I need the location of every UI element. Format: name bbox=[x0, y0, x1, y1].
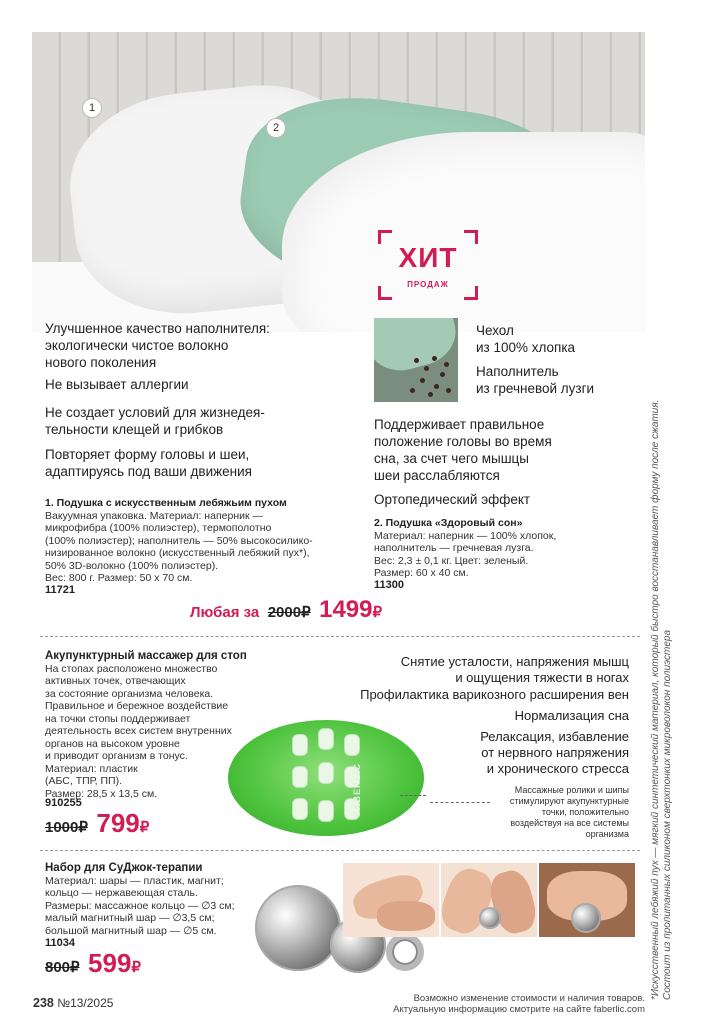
page-number-block bbox=[33, 996, 113, 1010]
benefit-line: Нормализация сна bbox=[514, 708, 629, 723]
spec-line: и приводит организм в тонус. bbox=[45, 750, 188, 762]
spec-line: Правильное и бережное воздействие bbox=[45, 700, 229, 712]
spec-line: На стопах расположено множество bbox=[45, 662, 218, 675]
benefit-sleep bbox=[515, 708, 629, 724]
sujok-code: 11034 bbox=[45, 937, 75, 949]
note-line: организма bbox=[585, 829, 629, 839]
spec-line: Размер: 60 х 40 см. bbox=[374, 567, 469, 579]
benefit-line: от нервного напряжения bbox=[481, 745, 629, 760]
massage-ring bbox=[386, 933, 424, 971]
spec-line: на точки стопы поддерживает bbox=[45, 712, 191, 725]
product2-spec bbox=[374, 517, 634, 580]
brand-logo: FABERLIC bbox=[352, 763, 362, 816]
bestseller-sub: ПРОДАЖ bbox=[407, 280, 449, 289]
spec-line: деятельность всех систем внутренних bbox=[45, 725, 232, 737]
feature-line: Чехол bbox=[476, 323, 514, 338]
old-price: 1000₽ bbox=[45, 819, 88, 836]
currency: ₽ bbox=[372, 604, 383, 621]
sujok-price bbox=[45, 948, 141, 979]
new-price: 799 bbox=[96, 808, 140, 838]
feature-line: шеи расслабляются bbox=[374, 468, 500, 483]
spec-line: за состояние организма человека. bbox=[45, 687, 214, 700]
benefit-varicose bbox=[360, 687, 629, 703]
page-number: 238 bbox=[33, 996, 54, 1010]
footer-disclaimer bbox=[393, 993, 645, 1015]
feature-shape-memory bbox=[45, 446, 252, 480]
footer-line: Актуальную информацию смотрите на сайте faberlic.com bbox=[393, 1004, 645, 1015]
issue-number: №13/2025 bbox=[57, 996, 114, 1010]
footnote-line: *Искусственный лебяжий пух — мягкий синтетический материал, который быстро восстанавливает форму после сжатия. bbox=[650, 399, 661, 1000]
benefit-relaxation bbox=[480, 729, 629, 777]
usage-photo-hands bbox=[441, 863, 537, 937]
spec-line: Вакуумная упаковка. Материал: наперник — bbox=[45, 509, 263, 522]
spec-line: малый магнитный шар — ∅3,5 см; bbox=[45, 912, 215, 924]
note-line: точки, положительно bbox=[541, 807, 629, 817]
old-price: 2000₽ bbox=[267, 604, 311, 621]
feature-line: тельности клещей и грибков bbox=[45, 422, 224, 437]
pillow-price bbox=[190, 596, 382, 624]
note-line: стимулируют акупунктурные bbox=[509, 796, 629, 806]
callout-line bbox=[400, 795, 426, 796]
feature-line: Не создает условий для жизнедея- bbox=[45, 405, 265, 420]
spec-line: кольцо — нержавеющая сталь. bbox=[45, 887, 198, 899]
bestseller-badge bbox=[378, 230, 478, 300]
feature-line: из гречневой лузги bbox=[476, 381, 595, 396]
usage-photo-foot bbox=[539, 863, 635, 937]
benefit-line: и ощущения тяжести в ногах bbox=[455, 670, 629, 685]
product-badge-2: 2 bbox=[266, 118, 286, 138]
section-divider bbox=[40, 636, 640, 637]
massager-title: Акупунктурный массажер для стоп bbox=[45, 650, 247, 662]
feature-buckwheat-filler bbox=[476, 363, 594, 397]
footnote-line: Состоит из пропитанных силиконом сверхтонких микроволокон полиэстера bbox=[662, 629, 673, 1000]
feature-line: из 100% хлопка bbox=[476, 340, 576, 355]
benefit-line: и хронического стресса bbox=[486, 761, 629, 776]
product1-title: 1. Подушка с искусственным лебяжьим пухом bbox=[45, 497, 287, 509]
feature-line: нового поколения bbox=[45, 355, 157, 370]
sujok-title: Набор для СуДжок-терапии bbox=[45, 862, 203, 874]
massager-price bbox=[45, 808, 149, 839]
large-magnetic-ball bbox=[255, 885, 341, 971]
massager-code: 910255 bbox=[45, 797, 82, 809]
benefit-line: Снятие усталости, напряжения мышц bbox=[400, 654, 629, 669]
spec-line: (100% полиэстер); наполнитель — 50% высокосилико- bbox=[45, 534, 313, 547]
sujok-spec bbox=[45, 862, 275, 937]
feature-line: Улучшенное качество наполнителя: bbox=[45, 321, 270, 336]
feature-filler-quality bbox=[45, 320, 270, 371]
spec-line: наполнитель — гречневая лузга. bbox=[374, 542, 534, 554]
bestseller-word: ХИТ bbox=[398, 242, 458, 273]
spec-line: органов на высоком уровне bbox=[45, 737, 180, 750]
spec-line: Вес: 2,3 ± 0,1 кг. Цвет: зеленый. bbox=[374, 554, 529, 567]
spec-line: низированное волокно (искусственный лебяжий пух*), bbox=[45, 547, 310, 559]
product-badge-1: 1 bbox=[82, 98, 102, 118]
currency: ₽ bbox=[131, 959, 141, 976]
note-line: Массажные ролики и шипы bbox=[514, 785, 629, 795]
feature-no-mites bbox=[45, 404, 265, 438]
buckwheat-filler-photo bbox=[374, 318, 458, 402]
spec-line: большой магнитный шар — ∅5 см. bbox=[45, 924, 217, 937]
note-line: воздействуя на все системы bbox=[510, 818, 629, 828]
feature-line: Повторяет форму головы и шеи, bbox=[45, 447, 250, 462]
product1-spec bbox=[45, 497, 375, 585]
spec-line: Материал: шары — пластик, магнит; bbox=[45, 874, 224, 887]
massager-note bbox=[510, 785, 629, 840]
feature-line: Наполнитель bbox=[476, 364, 559, 379]
old-price: 800₽ bbox=[45, 959, 80, 976]
product2-title: 2. Подушка «Здоровый сон» bbox=[374, 517, 523, 529]
spec-line: Размер: 28,5 х 13,5 см. bbox=[45, 787, 158, 800]
spec-line: Материал: пластик bbox=[45, 762, 138, 775]
section-divider bbox=[40, 850, 640, 851]
benefit-line: Релаксация, избавление bbox=[480, 729, 629, 744]
new-price: 599 bbox=[88, 948, 132, 978]
feature-head-support bbox=[374, 416, 552, 484]
spec-line: Материал: наперник — 100% хлопок, bbox=[374, 529, 557, 542]
spec-line: активных точек, отвечающих bbox=[45, 675, 186, 687]
spec-line: Вес: 800 г. Размер: 50 х 70 см. bbox=[45, 572, 193, 584]
callout-line bbox=[430, 802, 490, 803]
product1-code: 11721 bbox=[45, 584, 75, 596]
product2-code: 11300 bbox=[374, 579, 404, 591]
spec-line: (АБС, ТПР, ПП). bbox=[45, 775, 123, 787]
spec-line: микрофибра (100% полиэстер), термополотно bbox=[45, 522, 272, 534]
pillows-photo bbox=[32, 32, 645, 332]
feature-line: положение головы во время bbox=[374, 434, 552, 449]
new-price: 1499 bbox=[319, 596, 373, 623]
spec-line: 50% 3D-волокно (100% полиэстер). bbox=[45, 559, 219, 572]
feature-orthopedic: Ортопедический эффект bbox=[374, 492, 531, 507]
feature-line: экологически чистое волокно bbox=[45, 338, 229, 353]
foot-massager-photo bbox=[228, 720, 424, 836]
benefit-fatigue bbox=[401, 654, 629, 686]
spec-line: Размеры: массажное кольцо — ∅3 см; bbox=[45, 899, 235, 912]
currency: ₽ bbox=[139, 819, 150, 836]
feature-line: адаптируясь под ваши движения bbox=[45, 464, 252, 479]
feature-line: Поддерживает правильное bbox=[374, 417, 545, 432]
feature-cotton-cover bbox=[476, 322, 575, 356]
benefit-line: Профилактика варикозного расширения вен bbox=[360, 687, 629, 702]
feature-line: сна, за счет чего мышцы bbox=[374, 451, 529, 466]
feature-hypoallergenic bbox=[45, 376, 189, 393]
feature-line: Не вызывает аллергии bbox=[45, 377, 189, 392]
usage-photo-ring bbox=[343, 863, 439, 937]
price-label: Любая за bbox=[190, 604, 260, 621]
footer-line: Возможно изменение стоимости и наличия товаров. bbox=[413, 993, 645, 1004]
sidebar-footnote bbox=[650, 340, 674, 1000]
